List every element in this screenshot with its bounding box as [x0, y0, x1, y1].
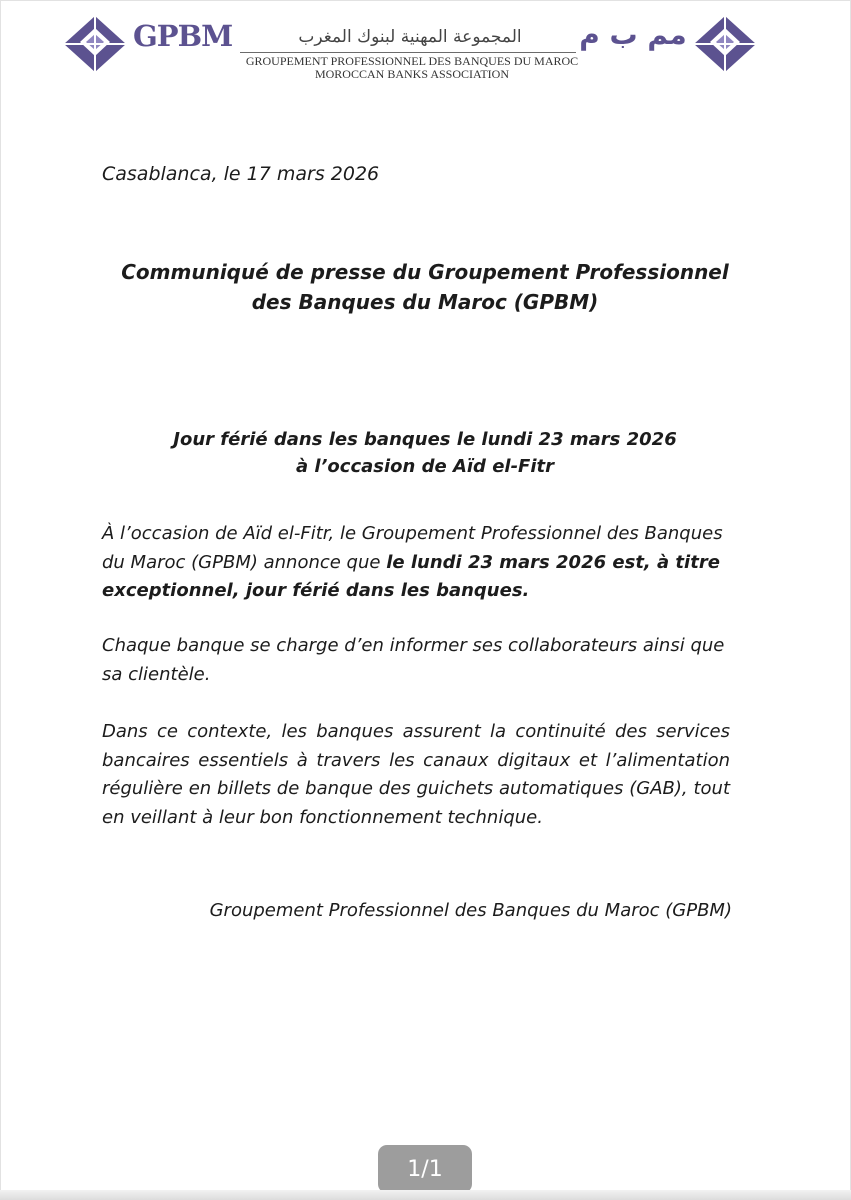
gpbm-wordmark: GPBM: [133, 19, 233, 53]
page-indicator: [378, 1145, 472, 1193]
viewer-bottom-edge: [0, 1190, 851, 1200]
information-paragraph: Chaque banque se charge d’en informer ses collaborateurs ainsi que sa clientèle.: [102, 635, 725, 685]
announcement-paragraph: [102, 520, 730, 606]
subtitle-line: à l’occasion de Aïd el-Fitr: [295, 456, 554, 477]
french-association-name: GROUPEMENT PROFESSIONNEL DES BANQUES DU MAROC: [245, 54, 579, 68]
arabic-association-name: المجموعة المهنية لبنوك المغرب: [298, 27, 522, 47]
diamond-cube-logo-icon: [692, 14, 758, 74]
title-line: Communiqué de presse du Groupement Professionnel: [121, 260, 729, 284]
page-indicator-label: 1/1: [407, 1156, 443, 1182]
english-association-name: MOROCCAN BANKS ASSOCIATION: [314, 67, 510, 81]
arabic-acronym: مم ب م: [579, 18, 687, 51]
paragraph-text: À l’occasion de Aïd el-Fitr, le Groupement Professionnel des Banques du Maroc (GPBM) annonce que: [102, 523, 723, 573]
signature: Groupement Professionnel des Banques du Maroc (GPBM): [209, 900, 732, 921]
title-line: des Banques du Maroc (GPBM): [251, 290, 599, 314]
continuity-paragraph: Dans ce contexte, les banques assurent la continuité des services bancaires essentiels à travers les canaux digitaux et l’alimentation régulière en billets de banque des guichets automatiques (GAB), tout en veillant à leur bon fonctionnement technique.: [102, 721, 730, 828]
header-divider: [240, 52, 576, 53]
letterhead: [0, 0, 851, 100]
paragraph-emphasis: le lundi 23 mars 2026 est, à titre exceptionnel, jour férié dans les banques.: [102, 551, 720, 601]
document-subtitle: [60, 426, 790, 480]
diamond-cube-logo-icon: [62, 14, 128, 74]
document-title: [60, 257, 790, 317]
date-line: Casablanca, le 17 mars 2026: [102, 163, 380, 185]
subtitle-line: Jour férié dans les banques le lundi 23 mars 2026: [173, 429, 677, 450]
